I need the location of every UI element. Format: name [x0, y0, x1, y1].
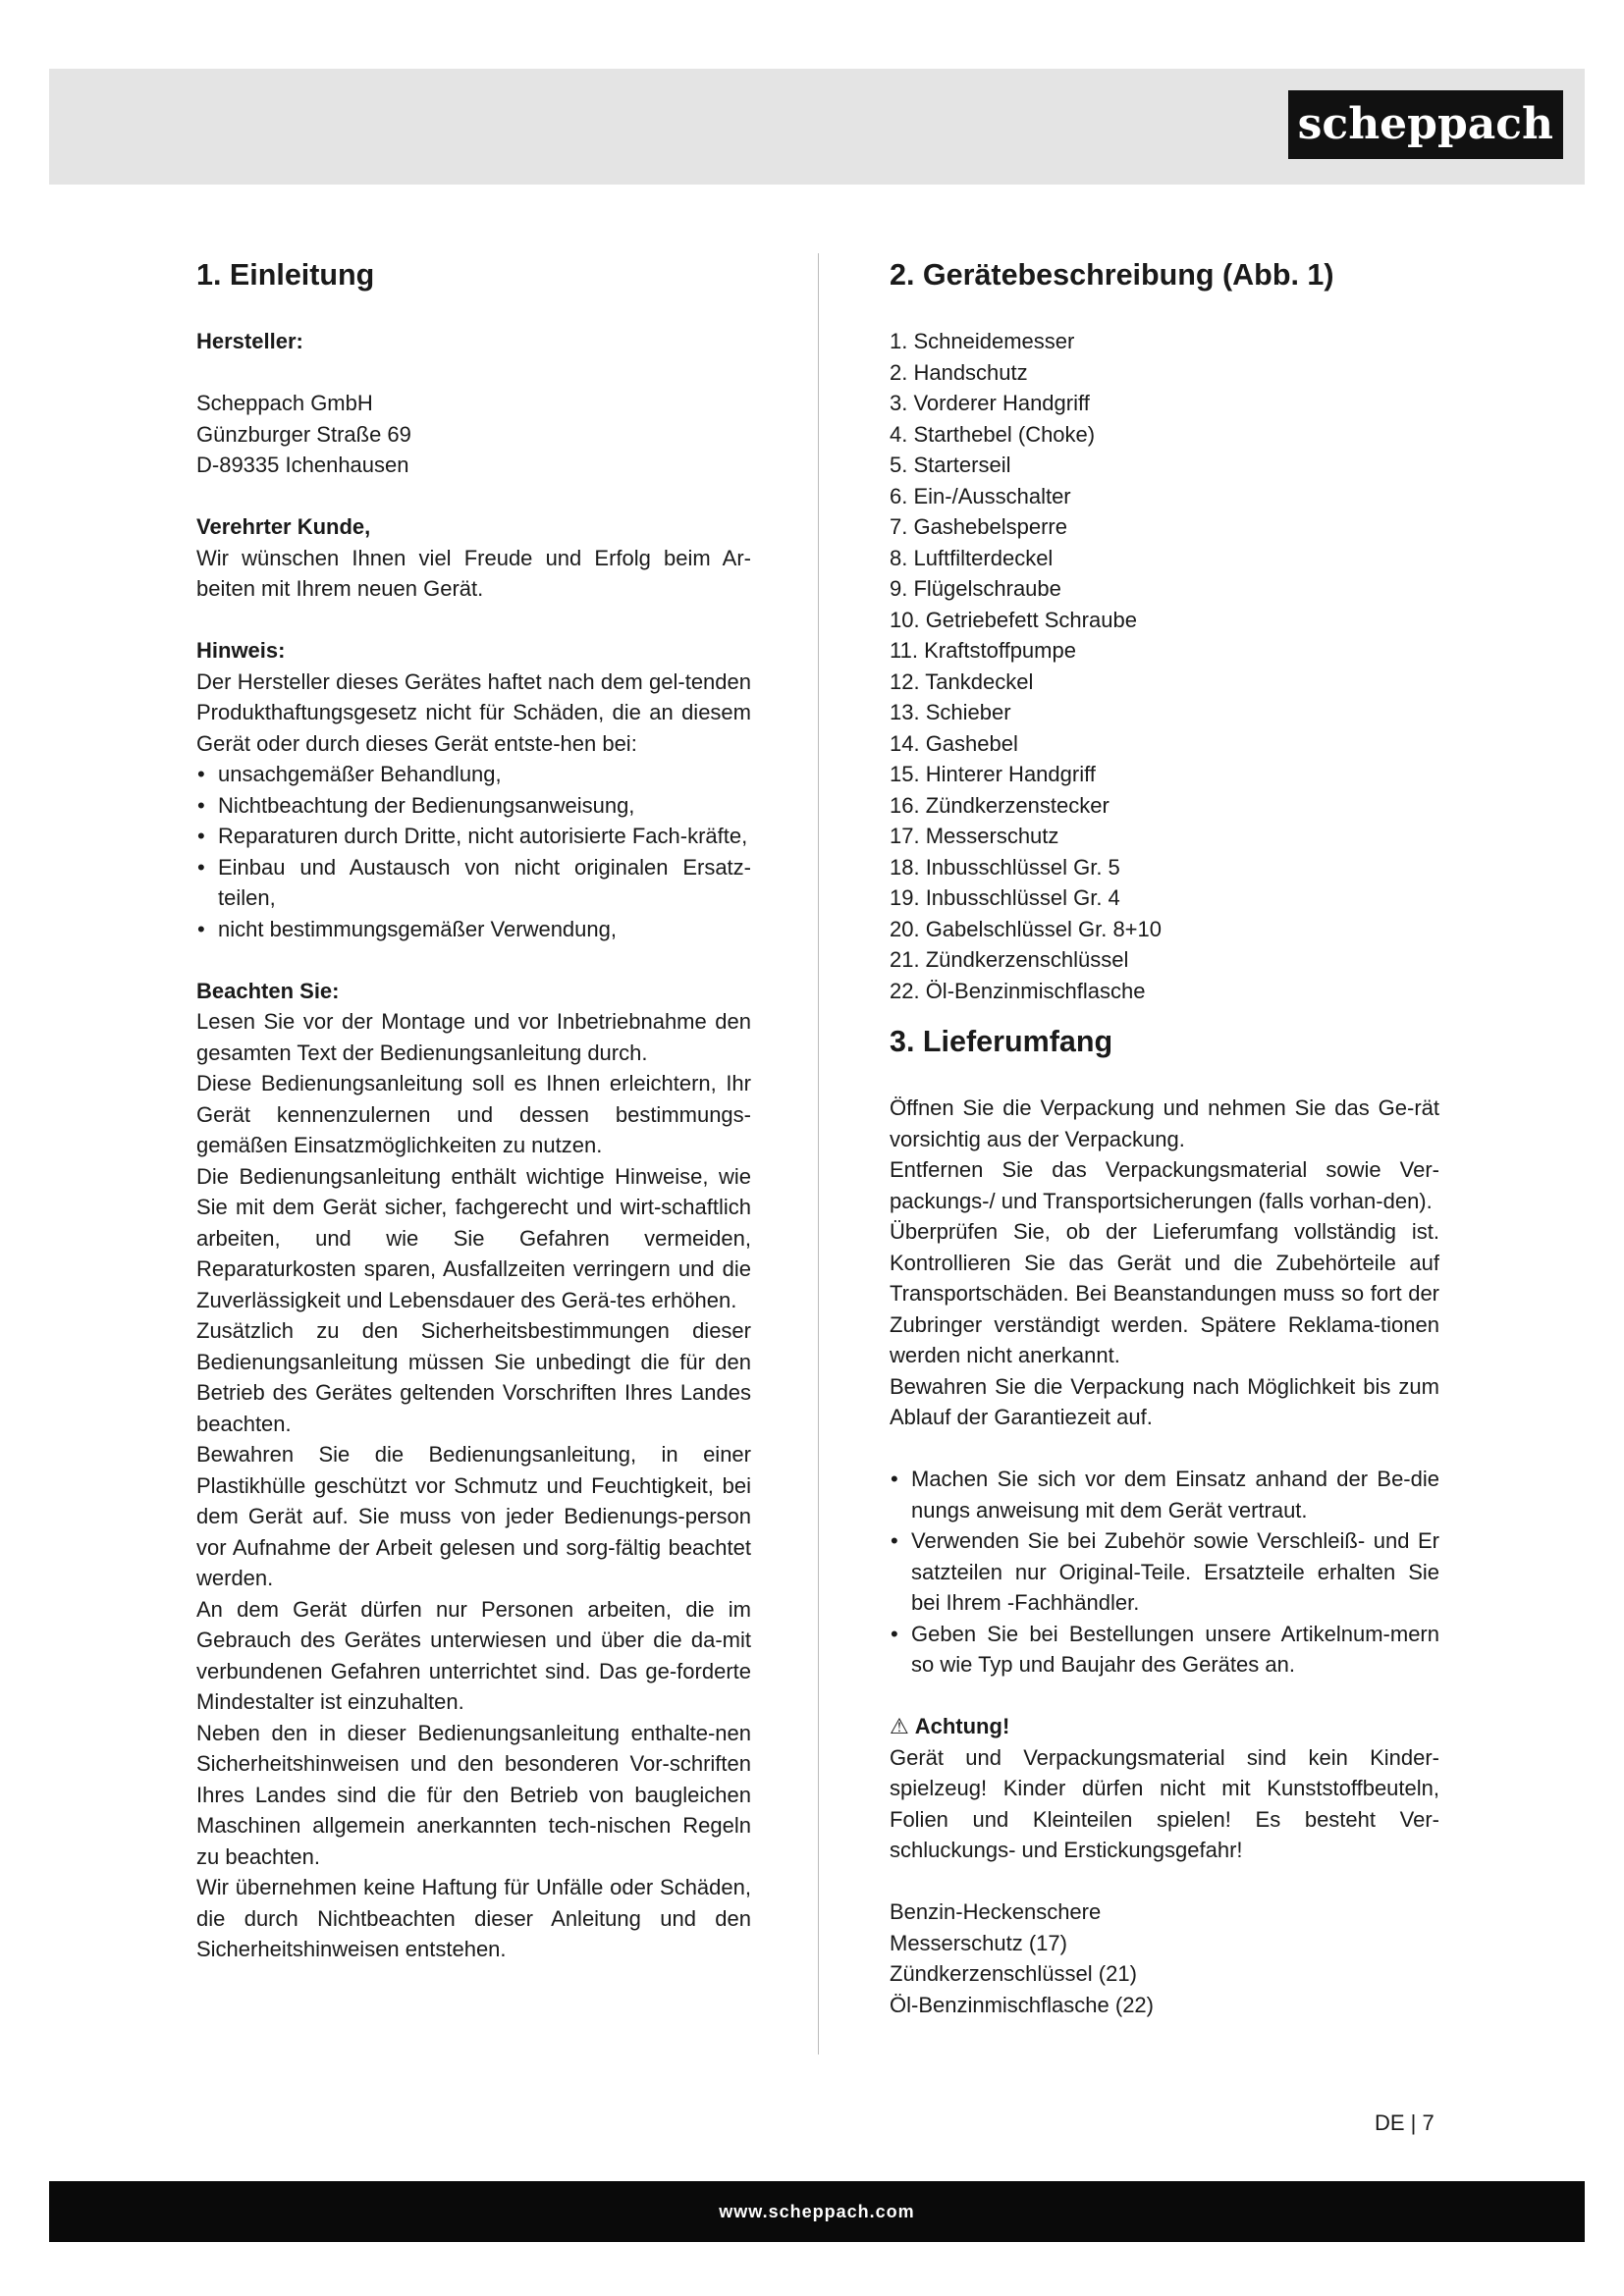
warning-label: Achtung!	[914, 1714, 1010, 1738]
parts-list-item: 19. Inbusschlüssel Gr. 4	[890, 885, 1120, 910]
list-item: • nicht bestimmungsgemäßer Verwendung,	[196, 914, 751, 945]
parts-list-item: 8. Luftfilterdeckel	[890, 545, 1054, 570]
warning-heading	[890, 1711, 1439, 1742]
attention-paragraph: An dem Gerät dürfen nur Personen arbeiten, die im Gebrauch des Gerätes unterwiesen und über die da-mit verbundenen Gefahren unterrichtet sind. Das ge-forderte Mindestalter ist einzuhalten.	[196, 1596, 751, 1714]
parts-list-item: 1. Schneidemesser	[890, 329, 1075, 353]
left-column	[196, 253, 751, 1965]
parts-list-item: 14. Gashebel	[890, 730, 1018, 756]
parts-list-item: 17. Messerschutz	[890, 824, 1059, 848]
section-title-introduction: 1. Einleitung	[196, 258, 375, 292]
note-label: Hinweis:	[196, 638, 286, 663]
parts-list-item: 2. Handschutz	[890, 359, 1028, 385]
list-item: • Geben Sie bei Bestellungen unsere Artikelnum-mern so wie Typ und Baujahr des Gerätes an.	[890, 1619, 1439, 1681]
parts-list-item: 12. Tankdeckel	[890, 668, 1034, 694]
warning-triangle-icon: ⚠	[890, 1714, 909, 1738]
list-item: • Machen Sie sich vor dem Einsatz anhand der Be-die nungs anweisung mit dem Gerät vertraut.	[890, 1464, 1439, 1525]
contents-item: Zündkerzenschlüssel (21)	[890, 1961, 1137, 1986]
parts-list	[890, 326, 1439, 1006]
list-item: • Reparaturen durch Dritte, nicht autorisierte Fach-kräfte,	[196, 821, 751, 852]
page-number: DE | 7	[1375, 2110, 1435, 2135]
note-bullet-list	[196, 759, 751, 944]
section-title-scope-of-delivery: 3. Lieferumfang	[890, 1025, 1113, 1058]
manufacturer-label: Hersteller:	[196, 329, 303, 353]
list-item: • Nichtbeachtung der Bedienungsanweisung,	[196, 790, 751, 822]
customer-label: Verehrter Kunde,	[196, 514, 371, 539]
attention-paragraph: Die Bedienungsanleitung enthält wichtige Hinweise, wie Sie mit dem Gerät sicher, fachgerecht und wirt-schaftlich arbeiten, und wie Sie Gefahren vermeiden, Reparaturkosten sparen, Ausfallzeiten verringern und die Zuverlässigkeit und Lebensdauer des Gerä-tes erhöhen.	[196, 1163, 751, 1312]
contents-item: Öl-Benzinmischflasche (22)	[890, 1992, 1154, 2017]
right-column	[890, 253, 1439, 2020]
parts-list-item: 21. Zündkerzenschlüssel	[890, 947, 1129, 972]
note-text: Der Hersteller dieses Gerätes haftet nach dem gel-tenden Produkthaftungsgesetz nicht für Schäden, die an diesem Gerät oder durch dieses Gerät entste-hen bei:	[196, 668, 751, 756]
address-line: Günzburger Straße 69	[196, 421, 411, 447]
attention-paragraph: Diese Bedienungsanleitung soll es Ihnen erleichtern, Ihr Gerät kennenzulernen und dessen bestimmungs-gemäßen Einsatzmöglichkeiten zu nutzen.	[196, 1071, 751, 1157]
parts-list-item: 5. Starterseil	[890, 453, 1011, 477]
section-title-device-description: 2. Gerätebeschreibung (Abb. 1)	[890, 258, 1334, 292]
column-divider	[818, 253, 819, 2055]
footer-band	[49, 2181, 1585, 2242]
attention-paragraph: Bewahren Sie die Bedienungsanleitung, in einer Plastikhülle geschützt vor Schmutz und Feuchtigkeit, bei dem Gerät auf. Sie muss von jeder Bedienungs-person vor Aufnahme der Arbeit gelesen und sorg-fältig beachtet werden.	[196, 1442, 751, 1590]
address-line: D-89335 Ichenhausen	[196, 453, 409, 477]
contents-item: Messerschutz (17)	[890, 1930, 1067, 1955]
address-line: Scheppach GmbH	[196, 391, 373, 415]
scope-paragraph: Öffnen Sie die Verpackung und nehmen Sie das Ge-rät vorsichtig aus der Verpackung.	[890, 1095, 1439, 1151]
parts-list-item: 13. Schieber	[890, 700, 1011, 724]
scope-paragraph: Überprüfen Sie, ob der Lieferumfang vollständig ist. Kontrollieren Sie das Gerät und die Zubehörteile auf Transportschäden. Bei Beanstandungen muss so fort der Zubringer verständigt werden. Spätere Reklama-tionen werden nicht anerkannt.	[890, 1219, 1439, 1367]
scope-paragraph: Entfernen Sie das Verpackungsmaterial sowie Ver-packungs-/ und Transportsicherungen (falls vorhan-den).	[890, 1157, 1439, 1213]
list-item: • Verwenden Sie bei Zubehör sowie Verschleiß- und Er satzteilen nur Original-Teile. Ersatzteile erhalten Sie bei Ihrem -Fachhändler.	[890, 1525, 1439, 1619]
scope-paragraph: Bewahren Sie die Verpackung nach Möglichkeit bis zum Ablauf der Garantiezeit auf.	[890, 1373, 1439, 1429]
parts-list-item: 6. Ein-/Ausschalter	[890, 483, 1071, 508]
scheppach-logo: scheppach	[1288, 90, 1563, 159]
website-link[interactable]: www.scheppach.com	[719, 2202, 915, 2221]
warning-text: Gerät und Verpackungsmaterial sind kein Kinder-spielzeug! Kinder dürfen nicht mit Kunststoffbeuteln, Folien und Kleinteilen spielen! Es besteht Ver-schluckungs- und Erstickungsgefahr!	[890, 1744, 1439, 1862]
scope-bullet-list	[890, 1464, 1439, 1681]
parts-list-item: 22. Öl-Benzinmischflasche	[890, 978, 1146, 1003]
parts-list-item: 16. Zündkerzenstecker	[890, 792, 1110, 818]
parts-list-item: 9. Flügelschraube	[890, 576, 1061, 601]
parts-list-item: 4. Starthebel (Choke)	[890, 421, 1096, 447]
parts-list-item: 7. Gashebelsperre	[890, 514, 1067, 539]
parts-list-item: 15. Hinterer Handgriff	[890, 762, 1096, 786]
parts-list-item: 20. Gabelschlüssel Gr. 8+10	[890, 916, 1162, 941]
list-item: • unsachgemäßer Behandlung,	[196, 759, 751, 790]
parts-list-item: 10. Getriebefett Schraube	[890, 607, 1137, 632]
header-band	[49, 69, 1585, 185]
parts-list-item: 3. Vorderer Handgriff	[890, 391, 1090, 415]
attention-paragraph: Wir übernehmen keine Haftung für Unfälle oder Schäden, die durch Nichtbeachten dieser Anleitung und den Sicherheitshinweisen entstehen.	[196, 1875, 751, 1961]
attention-label: Beachten Sie:	[196, 978, 340, 1003]
parts-list-item: 18. Inbusschlüssel Gr. 5	[890, 854, 1120, 880]
attention-paragraph: Zusätzlich zu den Sicherheitsbestimmungen dieser Bedienungsanleitung müssen Sie unbedingt die für den Betrieb des Gerätes geltenden Vorschriften Ihres Landes beachten.	[196, 1318, 751, 1436]
contents-item: Benzin-Heckenschere	[890, 1899, 1102, 1924]
attention-paragraph: Lesen Sie vor der Montage und vor Inbetriebnahme den gesamten Text der Bedienungsanleitung durch.	[196, 1009, 751, 1065]
list-item: • Einbau und Austausch von nicht originalen Ersatz-teilen,	[196, 852, 751, 914]
parts-list-item: 11. Kraftstoffpumpe	[890, 638, 1076, 663]
customer-text: Wir wünschen Ihnen viel Freude und Erfolg beim Ar-beiten mit Ihrem neuen Gerät.	[196, 545, 751, 601]
attention-paragraph: Neben den in dieser Bedienungsanleitung enthalte-nen Sicherheitshinweisen und den besonderen Vor-schriften Ihres Landes sind die für den Betrieb von baugleichen Maschinen allgemein anerkannten tech-nischen Regeln zu beachten.	[196, 1720, 751, 1869]
